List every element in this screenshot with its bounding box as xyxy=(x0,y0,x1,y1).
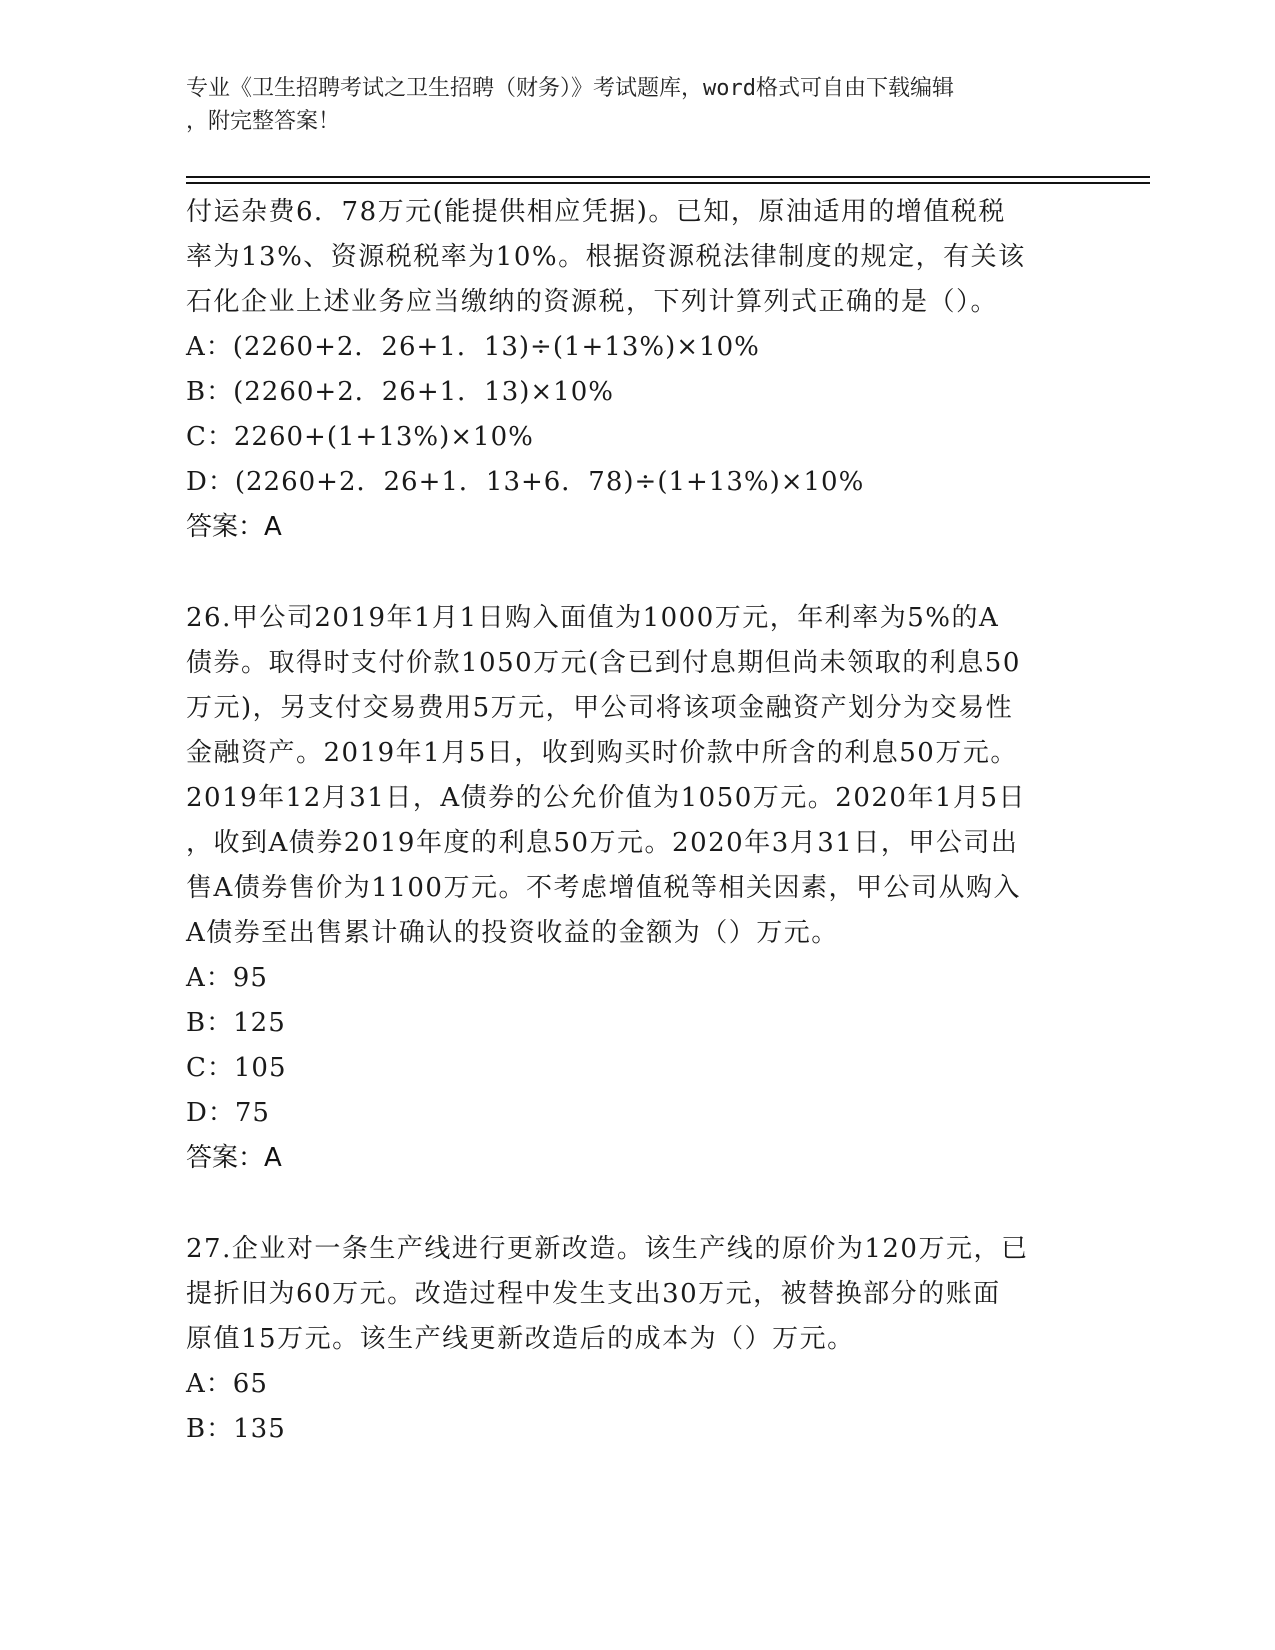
option-a: A：65 xyxy=(186,1369,268,1399)
option-a: A：(2260+2．26+1．13)÷(1+13%)×10% xyxy=(186,332,760,362)
option-b: B：135 xyxy=(186,1414,286,1444)
question-text-line: 率为13%、资源税税率为10%。根据资源税法律制度的规定，有关该 xyxy=(186,242,1026,272)
spacer xyxy=(186,1181,1086,1227)
spacer xyxy=(186,550,1086,596)
option-c: C：105 xyxy=(186,1053,287,1083)
question-26 xyxy=(186,596,1086,1181)
question-text-line: 债券。取得时支付价款1050万元(含已到付息期但尚未领取的利息50 xyxy=(186,648,1021,678)
option-b: B：(2260+2．26+1．13)×10% xyxy=(186,377,614,407)
question-text-line: A债券至出售累计确认的投资收益的金额为（）万元。 xyxy=(186,918,839,948)
question-text-line: 26.甲公司2019年1月1日购入面值为1000万元，年利率为5%的A xyxy=(186,603,1000,633)
question-27 xyxy=(186,1227,1086,1452)
question-25-continuation xyxy=(186,190,1086,550)
question-text-line: 售A债券售价为1100万元。不考虑增值税等相关因素，甲公司从购入 xyxy=(186,873,1021,903)
header-divider-top xyxy=(186,176,1150,178)
question-text-line: 2019年12月31日，A债券的公允价值为1050万元。2020年1月5日 xyxy=(186,783,1027,813)
option-b: B：125 xyxy=(186,1008,286,1038)
header-divider-bottom xyxy=(186,182,1150,184)
option-d: D：(2260+2．26+1．13+6．78)÷(1+13%)×10% xyxy=(186,467,865,497)
option-a: A：95 xyxy=(186,963,268,993)
question-text-line: 金融资产。2019年1月5日，收到购买时价款中所含的利息50万元。 xyxy=(186,738,1018,768)
question-text-line: ，收到A债券2019年度的利息50万元。2020年3月31日，甲公司出 xyxy=(186,828,1019,858)
question-text-line: 万元)，另支付交易费用5万元，甲公司将该项金融资产划分为交易性 xyxy=(186,693,1014,723)
header-title-line-1: 专业《卫生招聘考试之卫生招聘（财务）》考试题库，word格式可自由下载编辑 xyxy=(186,76,954,101)
header-title-line-2: ，附完整答案！ xyxy=(186,109,341,134)
question-text-line: 原值15万元。该生产线更新改造后的成本为（）万元。 xyxy=(186,1324,855,1354)
question-text-line: 石化企业上述业务应当缴纳的资源税，下列计算列式正确的是（）。 xyxy=(186,287,999,317)
question-text-line: 27.企业对一条生产线进行更新改造。该生产线的原价为120万元，已 xyxy=(186,1234,1029,1264)
option-d: D：75 xyxy=(186,1098,270,1128)
answer-line: 答案：A xyxy=(186,512,282,542)
question-text-line: 提折旧为60万元。改造过程中发生支出30万元，被替换部分的账面 xyxy=(186,1279,1001,1309)
document-body xyxy=(186,190,1086,1452)
answer-line: 答案：A xyxy=(186,1143,282,1173)
page-header xyxy=(186,72,1066,138)
question-text-line: 付运杂费6．78万元(能提供相应凭据)。已知，原油适用的增值税税 xyxy=(186,197,1006,227)
option-c: C：2260+(1+13%)×10% xyxy=(186,422,534,452)
